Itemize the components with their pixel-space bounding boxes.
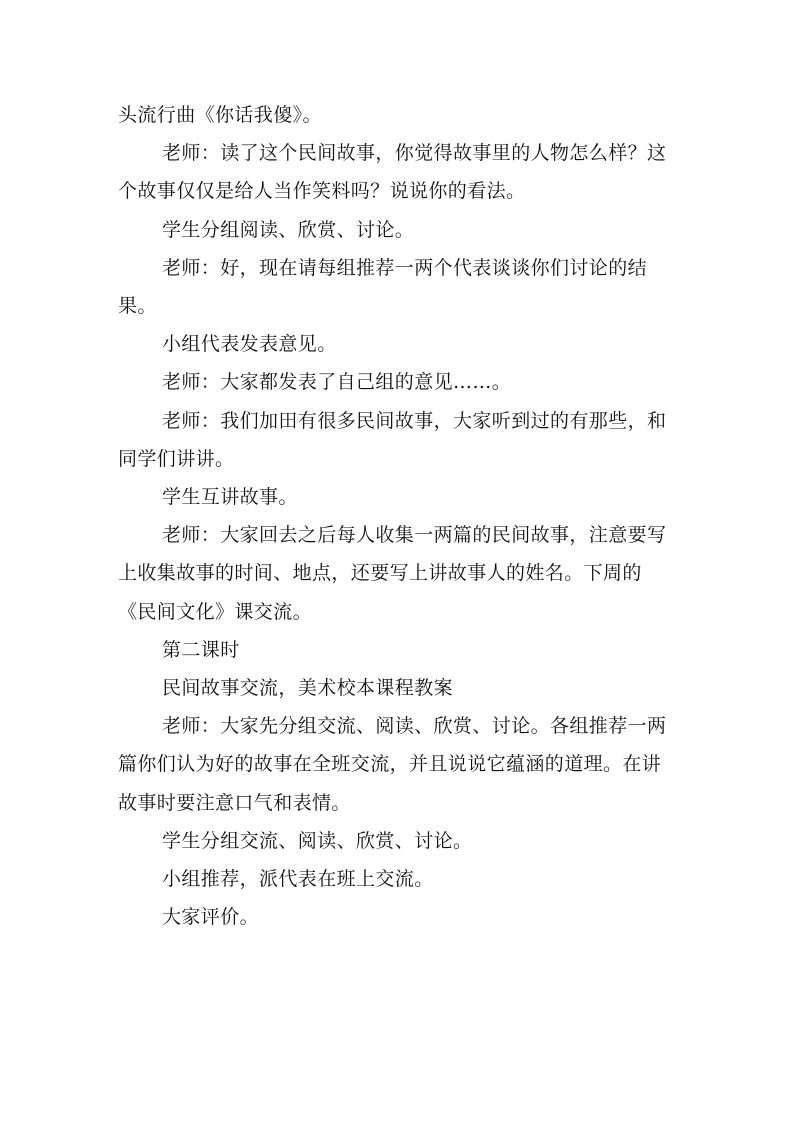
paragraph-group-opinions: 小组代表发表意见。 xyxy=(162,333,337,356)
paragraph-student-group-exchange: 学生分组交流、阅读、欣赏、讨论。 xyxy=(162,829,473,852)
paragraph-teacher-group-exchange: 老师：大家先分组交流、阅读、欣赏、讨论。各组推荐一两篇你们认为好的故事在全班交流，并且说说它蕴涵的道理。在讲故事时要注意口气和表情。 xyxy=(118,715,667,814)
paragraph-group-recommend: 小组推荐，派代表在班上交流。 xyxy=(162,868,434,891)
document-body xyxy=(118,96,678,936)
paragraph-teacher-representatives: 老师：好，现在请每组推荐一两个代表谈谈你们讨论的结果。 xyxy=(118,256,648,318)
paragraph-class-evaluation: 大家评价。 xyxy=(162,906,260,929)
section-heading-second-lesson: 第二课时 xyxy=(162,638,240,661)
paragraph-continuation: 头流行曲《你话我傻》。 xyxy=(118,104,322,126)
paragraph-students-tell-stories: 学生互讲故事。 xyxy=(162,486,298,509)
paragraph-teacher-question: 老师：读了这个民间故事，你觉得故事里的人物怎么样？这个故事仅仅是给人当作笑料吗？说说你的看法。 xyxy=(118,142,667,203)
paragraph-teacher-summary: 老师：大家都发表了自己组的意见……。 xyxy=(162,371,512,394)
section-subtitle: 民间故事交流，美术校本课程教案 xyxy=(162,677,454,700)
paragraph-teacher-local-stories: 老师：我们加田有很多民间故事，大家听到过的有那些，和同学们讲讲。 xyxy=(118,409,667,470)
paragraph-student-reading: 学生分组阅读、欣赏、讨论。 xyxy=(162,218,415,241)
paragraph-teacher-homework: 老师：大家回去之后每人收集一两篇的民间故事，注意要写上收集故事的时间、地点，还要写上讲故事人的姓名。下周的《民间文化》课交流。 xyxy=(118,524,667,623)
